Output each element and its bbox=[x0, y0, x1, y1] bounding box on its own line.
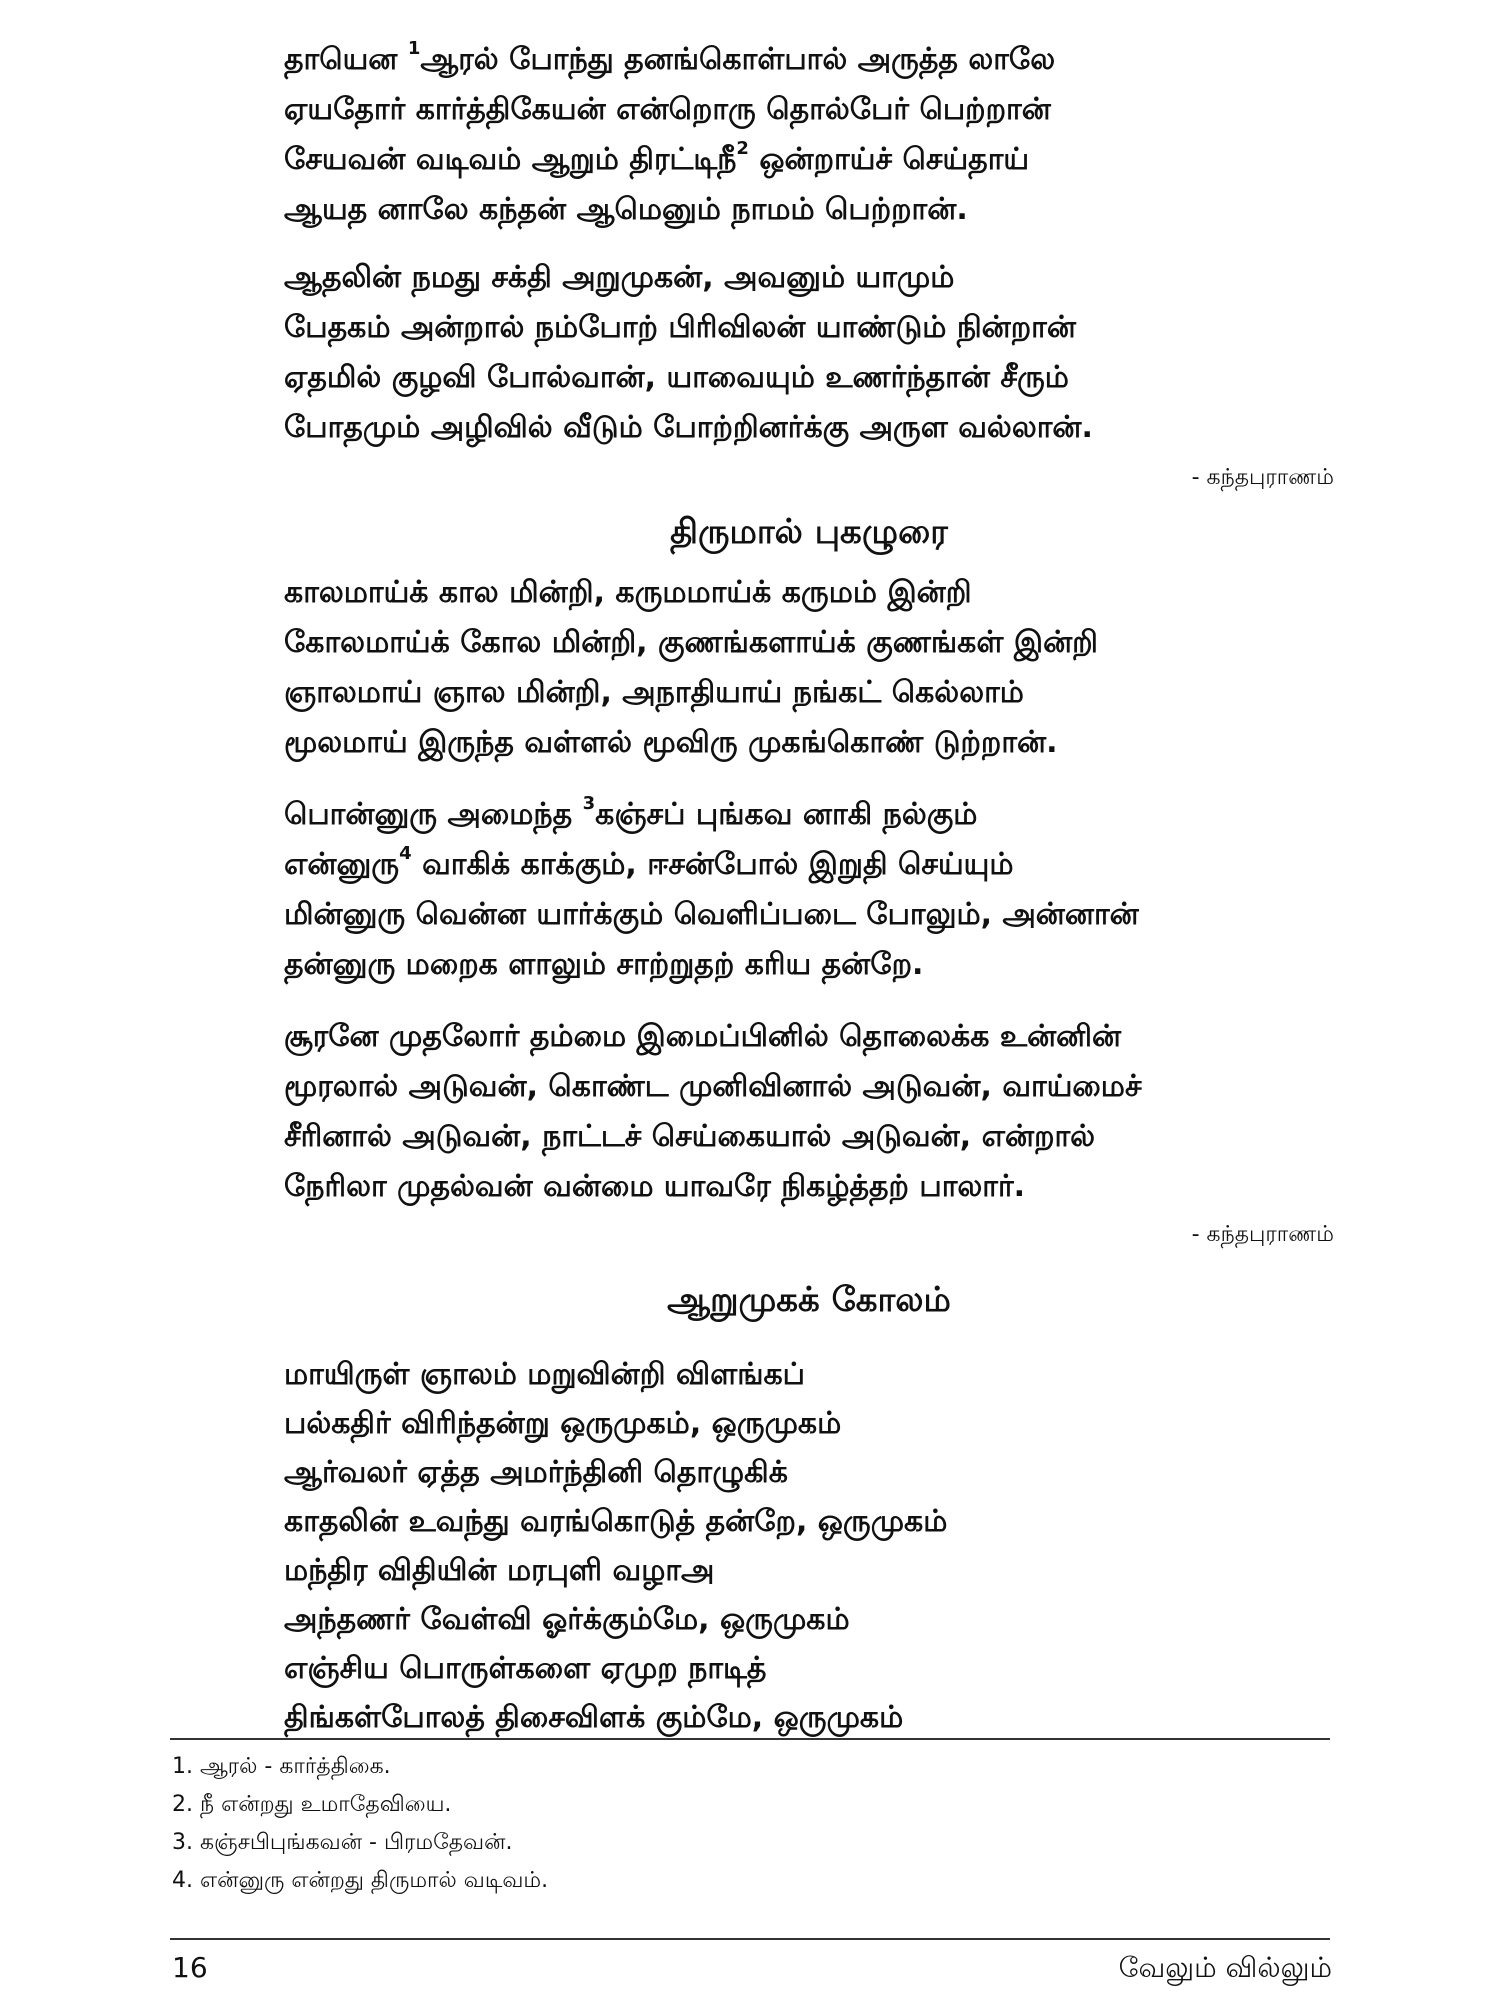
book-title: வேலும் வில்லும் bbox=[1118, 1951, 1332, 1984]
verse-line: மின்னுரு வென்ன யார்க்கும் வெளிப்படை போலும், அன்னான் bbox=[284, 897, 1139, 932]
verse-line: ஆர்வலர் ஏத்த அமர்ந்தினி தொழுகிக் bbox=[284, 1455, 788, 1490]
attribution-kandapuranam-2: - கந்தபுராணம் bbox=[1191, 1222, 1334, 1247]
verse-stanza-6 bbox=[284, 1350, 1334, 1742]
verse-line: காலமாய்க் கால மின்றி, கருமமாய்க் கருமம் இன்றி bbox=[284, 575, 972, 610]
verse-line: நேரிலா முதல்வன் வன்மை யாவரே நிகழ்த்தற் பாலார். bbox=[284, 1169, 1026, 1204]
verse-line: சீரினால் அடுவன், நாட்டச் செய்கையால் அடுவன், என்றால் bbox=[284, 1119, 1096, 1154]
verse-stanza-4 bbox=[284, 790, 1334, 990]
verse-line: தன்னுரு மறைக ளாலும் சாற்றுதற் கரிய தன்றே. bbox=[284, 947, 924, 982]
verse-line: பொன்னுரு அமைந்த $^3$கஞ்சப் புங்கவ னாகி நல்கும் bbox=[284, 793, 978, 832]
section-heading-thirumal: திருமால் புகழுரை bbox=[670, 512, 948, 552]
section-heading-arumukam: ஆறுமுகக் கோலம் bbox=[667, 1280, 951, 1320]
verse-line: போதமும் அழிவில் வீடும் போற்றினர்க்கு அருள வல்லான். bbox=[284, 410, 1093, 445]
verse-stanza-1 bbox=[284, 35, 1334, 235]
footnote-ref-3: 3 bbox=[582, 793, 596, 814]
verse-line: பேதகம் அன்றால் நம்போற் பிரிவிலன் யாண்டும் நின்றான் bbox=[284, 310, 1076, 345]
verse-line: சேயவன் வடிவம் ஆறும் திரட்டிநீ$^2$ ஒன்றாய்ச் செய்தாய் bbox=[284, 138, 1030, 177]
verse-line: எஞ்சிய பொருள்களை ஏமுற நாடித் bbox=[284, 1651, 767, 1686]
verse-stanza-2 bbox=[284, 253, 1334, 453]
verse-line: காதலின் உவந்து வரங்கொடுத் தன்றே, ஒருமுகம் bbox=[284, 1504, 948, 1539]
verse-line: ஞாலமாய் ஞால மின்றி, அநாதியாய் நங்கட் கெல்லாம் bbox=[284, 675, 1024, 710]
verse-stanza-3 bbox=[284, 568, 1334, 768]
verse-line: பல்கதிர் விரிந்தன்று ஒருமுகம், ஒருமுகம் bbox=[284, 1406, 842, 1441]
verse-stanza-5 bbox=[284, 1012, 1334, 1212]
verse-line: மந்திர விதியின் மரபுளி வழாஅ bbox=[284, 1553, 715, 1588]
verse-line: ஆதலின் நமது சக்தி அறுமுகன், அவனும் யாமும் bbox=[284, 260, 955, 295]
footnote-1: 1. ஆரல் - கார்த்திகை. bbox=[172, 1754, 391, 1779]
footnote-ref-4: 4 bbox=[399, 843, 412, 864]
footnote-4: 4. என்னுரு என்றது திருமால் வடிவம். bbox=[172, 1868, 549, 1893]
verse-line: மூரலால் அடுவன், கொண்ட முனிவினால் அடுவன், வாய்மைச் bbox=[284, 1069, 1142, 1104]
verse-line: தாயென $^1$ஆரல் போந்து தனங்கொள்பால் அருத்த லாலே bbox=[284, 38, 1056, 77]
footnote-ref-1: 1 bbox=[407, 38, 421, 59]
verse-line: மூலமாய் இருந்த வள்ளல் மூவிரு முகங்கொண் டுற்றான். bbox=[284, 725, 1058, 760]
footnote-ref-2: 2 bbox=[736, 138, 749, 159]
verse-line: ஏயதோர் கார்த்திகேயன் என்றொரு தொல்பேர் பெற்றான் bbox=[284, 92, 1051, 127]
verse-line: என்னுரு$^4$ வாகிக் காக்கும், ஈசன்போல் இறுதி செய்யும் bbox=[284, 843, 1014, 882]
verse-line: கோலமாய்க் கோல மின்றி, குணங்களாய்க் குணங்கள் இன்றி bbox=[284, 625, 1098, 660]
footnote-2: 2. நீ என்றது உமாதேவியை. bbox=[172, 1792, 452, 1817]
page-number: 16 bbox=[172, 1951, 208, 1984]
verse-line: திங்கள்போலத் திசைவிளக் கும்மே, ஒருமுகம் bbox=[284, 1700, 904, 1735]
attribution-kandapuranam-1: - கந்தபுராணம் bbox=[1191, 465, 1334, 490]
verse-line: மாயிருள் ஞாலம் மறுவின்றி விளங்கப் bbox=[284, 1357, 806, 1392]
footnote-divider bbox=[170, 1738, 1330, 1740]
verse-line: அந்தணர் வேள்வி ஓர்க்கும்மே, ஒருமுகம் bbox=[284, 1602, 850, 1637]
footnotes bbox=[172, 1748, 548, 1900]
verse-line: ஆயத னாலே கந்தன் ஆமெனும் நாமம் பெற்றான். bbox=[284, 192, 968, 227]
footer-divider bbox=[170, 1938, 1330, 1940]
verse-line: ஏதமில் குழவி போல்வான், யாவையும் உணர்ந்தான் சீரும் bbox=[284, 360, 1069, 395]
footnote-3: 3. கஞ்சபிபுங்கவன் - பிரமதேவன். bbox=[172, 1830, 513, 1855]
verse-line: சூரனே முதலோர் தம்மை இமைப்பினில் தொலைக்க உன்னின் bbox=[284, 1019, 1122, 1054]
